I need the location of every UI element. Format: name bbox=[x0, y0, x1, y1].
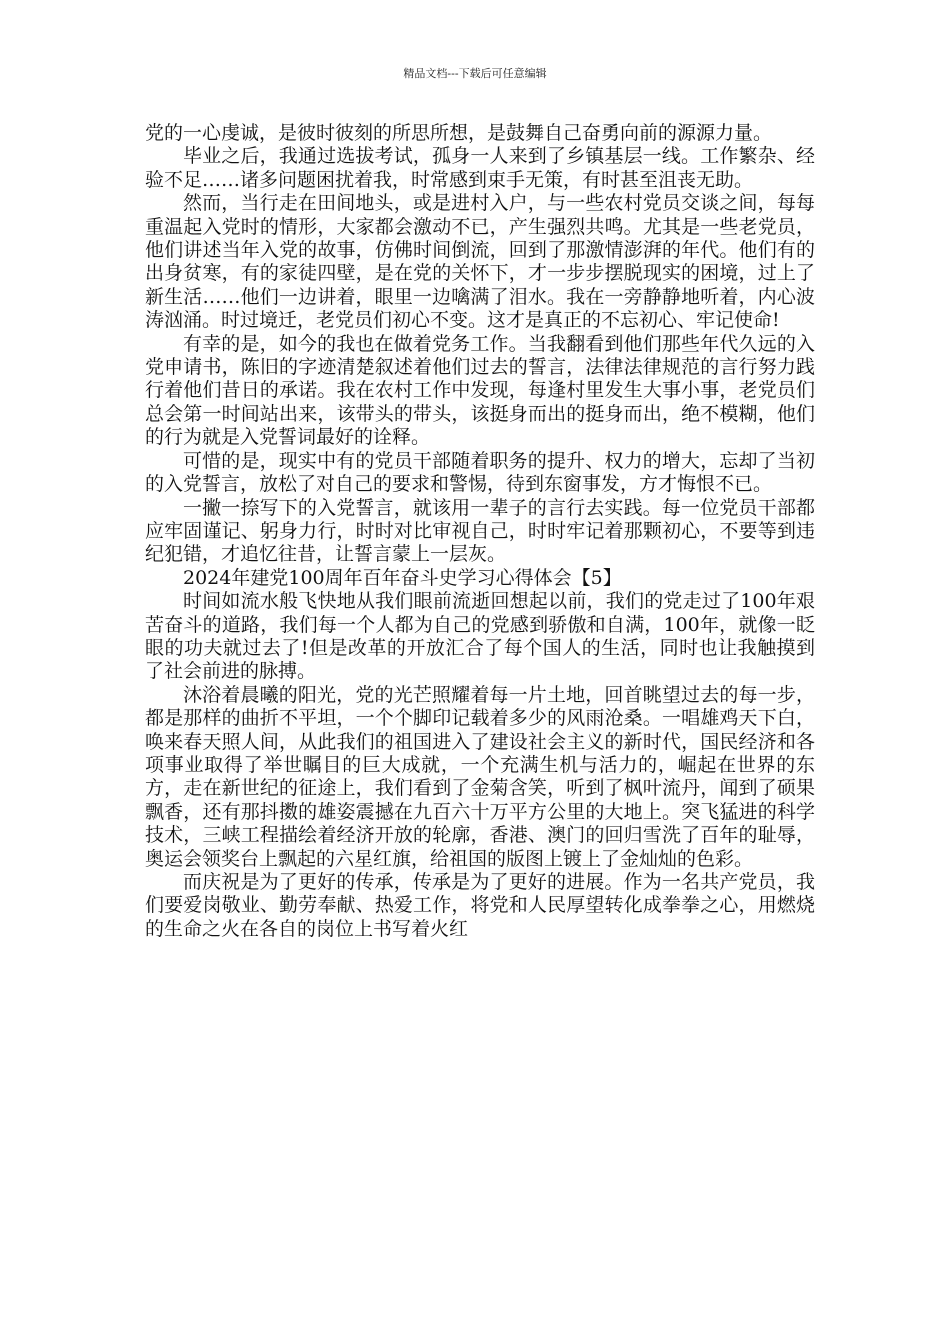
section-title: 2024年建党100周年百年奋斗史学习心得体会【5】 bbox=[183, 566, 622, 589]
page-header: 精品文档---下载后可任意编辑 bbox=[403, 67, 547, 80]
paragraph: 沐浴着晨曦的阳光，党的光芒照耀着每一片土地，回首眺望过去的每一步，都是那样的曲折不平坦，一个个脚印记载着多少的风雨沧桑。一唱雄鸡天下白，唤来春天照人间，从此我们的祖国进入了建设社会主义的新时代，国民经济和各项事业取得了举世瞩目的巨大成就，一个充满生机与活力的，崛起在世界的东方，走在新世纪的征途上，我们看到了金菊含笑，听到了枫叶流丹，闻到了硕果飘香，还有那抖擞的雄姿震撼在九百六十万平方公里的大地上。突飞猛进的科学技术，三峡工程描绘着经济开放的轮廓，香港、澳门的回归雪洗了百年的耻辱，奥运会领奖台上飘起的六星红旗，给祖国的版图上镀上了金灿灿的色彩。 bbox=[145, 683, 815, 870]
paragraph: 毕业之后，我通过选拔考试，孤身一人来到了乡镇基层一线。工作繁杂、经验不足……诸多问题困扰着我，时常感到束手无策，有时甚至沮丧无助。 bbox=[145, 145, 815, 191]
paragraph: 然而，当行走在田间地头，或是进村入户，与一些农村党员交谈之间，每每重温起入党时的情形，大家都会激动不已，产生强烈共鸣。尤其是一些老党员，他们讲述当年入党的故事，仿佛时间倒流，回到了那激情澎湃的年代。他们有的出身贫寒，有的家徒四壁，是在党的关怀下，才一步步摆脱现实的困境，过上了新生活……他们一边讲着，眼里一边噙满了泪水。我在一旁静静地听着，内心波涛汹涌。时过境迁，老党员们初心不变。这才是真正的不忘初心、牢记使命! bbox=[145, 192, 815, 332]
document-body bbox=[145, 122, 815, 941]
paragraph: 可惜的是，现实中有的党员干部随着职务的提升、权力的增大，忘却了当初的入党誓言，放松了对自己的要求和警惕，待到东窗事发，方才悔恨不已。 bbox=[145, 449, 815, 496]
paragraph: 一撇一捺写下的入党誓言，就该用一辈子的言行去实践。每一位党员干部都应牢固谨记、躬身力行，时时对比审视自己，时时牢记着那颗初心，不要等到违纪犯错，才追忆往昔，让誓言蒙上一层灰。 bbox=[145, 496, 815, 566]
paragraph: 时间如流水般飞快地从我们眼前流逝回想起以前，我们的党走过了100年艰苦奋斗的道路，我们每一个人都为自己的党感到骄傲和自满，100年，就像一眨眼的功夫就过去了!但是改革的开放汇合了每个国人的生活，同时也让我触摸到了社会前进的脉搏。 bbox=[145, 590, 815, 683]
paragraph-continuation: 党的一心虔诚，是彼时彼刻的所思所想，是鼓舞自己奋勇向前的源源力量。 bbox=[145, 122, 773, 144]
paragraph: 而庆祝是为了更好的传承，传承是为了更好的进展。作为一名共产党员，我们要爱岗敬业、勤劳奉献、热爱工作，将党和人民厚望转化成拳拳之心，用燃烧的生命之火在各自的岗位上书写着火红 bbox=[145, 871, 815, 940]
paragraph: 有幸的是，如今的我也在做着党务工作。当我翻看到他们那些年代久远的入党申请书，陈旧的字迹清楚叙述着他们过去的誓言，法律法律规范的言行努力践行着他们昔日的承诺。我在农村工作中发现，每逢村里发生大事小事，老党员们总会第一时间站出来，该带头的带头，该挺身而出的挺身而出，绝不模糊，他们的行为就是入党誓词最好的诠释。 bbox=[145, 332, 815, 449]
